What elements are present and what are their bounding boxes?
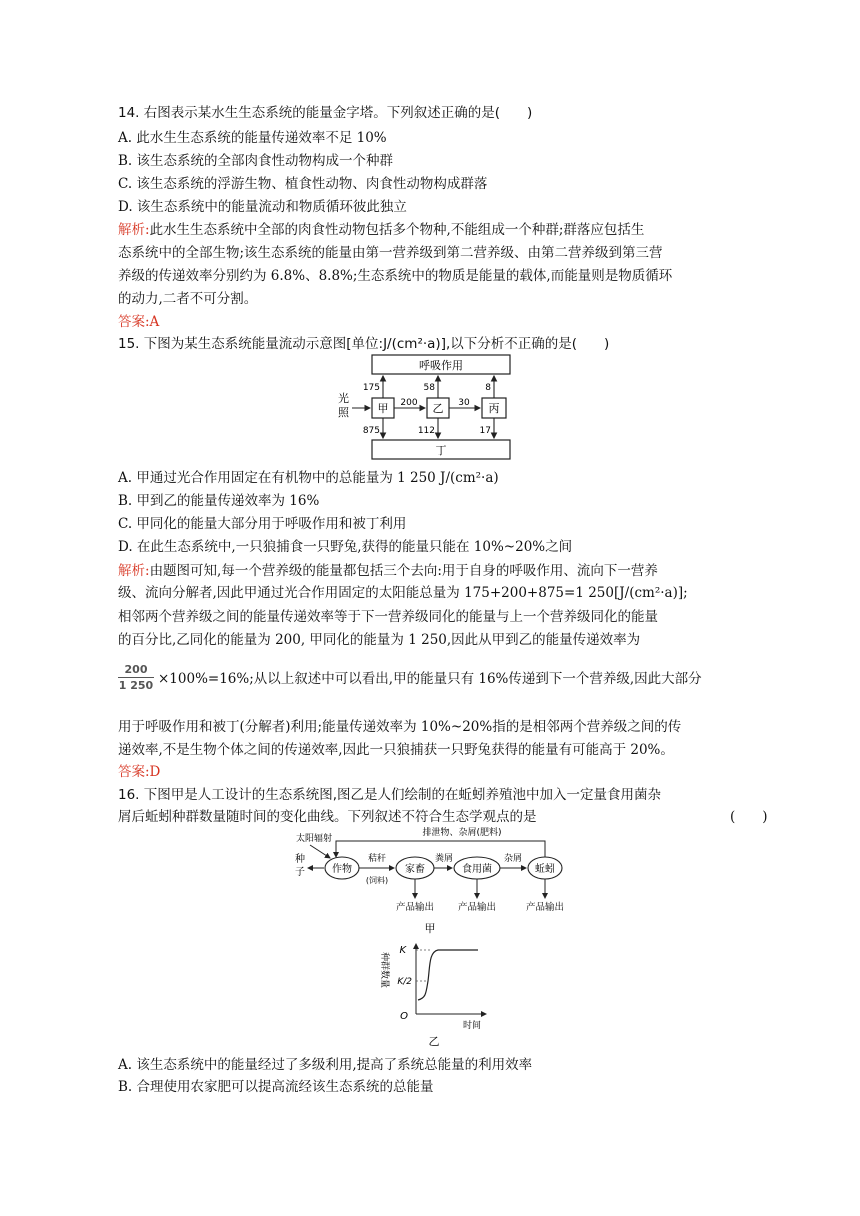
light-label-2: 照 <box>338 406 349 419</box>
diagram-jia-caption: 甲 <box>424 922 436 935</box>
up-value-2: 58 <box>423 383 435 393</box>
q15-analysis-line-6: 递效率,不是生物个体之间的传递效率,因此一只狼捕获一只野兔获得的能量有可能高于 20%。 <box>118 742 674 758</box>
seed-label-1: 种 <box>295 854 305 865</box>
q14-option-c: C. 该生态系统的浮游生物、植食性动物、肉食性动物构成群落 <box>118 176 488 192</box>
analysis-label: 解析: <box>118 563 150 579</box>
analysis-label: 解析: <box>118 222 150 238</box>
q16-stem-line-1: 16. 下图甲是人工设计的生态系统图,图乙是人们绘制的在蚯蚓养殖池中加入一定量食用菌杂 <box>118 787 662 803</box>
down-value-2: 112 <box>417 426 435 436</box>
link-label-manure: 粪屑 <box>434 854 454 864</box>
tick-k: K <box>399 945 406 956</box>
output-label-2: 产品输出 <box>457 902 497 913</box>
q15-analysis-line-1 <box>118 561 658 581</box>
node-crop-label: 作物 <box>332 864 352 875</box>
q16-stem-line-2: 屑后蚯蚓种群数量随时间的变化曲线。下列叙述不符合生态学观点的是 <box>118 809 537 825</box>
q14-option-b: B. 该生态系统的全部肉食性动物构成一个种群 <box>118 153 394 169</box>
q14-analysis-line-2: 态系统中的全部生物;该生态系统的能量由第一营养级到第二营养级、由第二营养级到第三营 <box>118 245 663 261</box>
fraction-200-over-1250 <box>118 663 154 692</box>
q15-analysis-after-fraction: ×100%=16%;从以上叙述中可以看出,甲的能量只有 16%传递到下一个营养级,因此大部分 <box>158 671 702 687</box>
up-value-3: 8 <box>485 383 491 393</box>
light-label-1: 光 <box>338 392 349 405</box>
energy-flow-diagram <box>336 353 526 469</box>
q14-option-a: A. 此水生生态系统的能量传递效率不足 10% <box>118 130 387 146</box>
q15-answer: 答案:D <box>118 764 161 780</box>
q14-answer: 答案:A <box>118 314 160 330</box>
ecosystem-diagram-jia <box>292 824 572 940</box>
q16-answer-bracket: ( ) <box>730 809 768 825</box>
flow-value-1: 200 <box>400 398 418 408</box>
q15-analysis-line-2: 级、流向分解者,因此甲通过光合作用固定的太阳能总量为 175+200+875=1 250[J/(cm²·a)]; <box>118 585 688 601</box>
diagram-yi-caption: 乙 <box>428 1035 440 1048</box>
node-livestock-label: 家畜 <box>405 864 425 875</box>
q16-option-a: A. 该生态系统中的能量经过了多级利用,提高了系统总能量的利用效率 <box>118 1057 533 1073</box>
node-jia-label: 甲 <box>377 402 389 415</box>
node-yi-label: 乙 <box>432 402 444 415</box>
down-value-3: 17 <box>479 426 491 436</box>
q14-analysis-line-4: 的动力,二者不可分割。 <box>118 291 258 307</box>
q15-analysis-line-4: 的百分比,乙同化的能量为 200, 甲同化的能量为 1 250,因此从甲到乙的能量传递效率为 <box>118 632 641 648</box>
flow-value-2: 30 <box>458 398 470 408</box>
link-label-feed: (饲料) <box>365 876 389 885</box>
q15-stem: 15. 下图为某生态系统能量流动示意图[单位:J/(cm²·a)],以下分析不正确的是( ) <box>118 336 610 352</box>
population-curve-yi <box>368 938 498 1054</box>
q16-option-b: B. 合理使用农家肥可以提高流经该生态系统的总能量 <box>118 1079 434 1095</box>
y-axis-label: 种群数量 <box>379 951 389 989</box>
q14-analysis-line-3: 养级的传递效率分别约为 6.8%、8.8%;生态系统中的物质是能量的载体,而能量则是物质循环 <box>118 268 673 284</box>
fraction-numerator: 200 <box>124 663 148 676</box>
fraction-denominator: 1 250 <box>118 679 154 692</box>
respiration-label: 呼吸作用 <box>419 359 463 372</box>
link-label-scraps: 杂屑 <box>503 854 523 864</box>
sun-label: 太阳辐射 <box>296 834 333 844</box>
q15-option-c: C. 甲同化的能量大部分用于呼吸作用和被丁利用 <box>118 516 407 532</box>
s-curve <box>418 950 478 1000</box>
q14-stem: 14. 右图表示某水生生态系统的能量金字塔。下列叙述正确的是( ) <box>118 105 533 121</box>
q14-analysis-text-1: 此水生生态系统中全部的肉食性动物包括多个物种,不能组成一个种群;群落应包括生 <box>149 222 645 238</box>
output-label-1: 产品输出 <box>395 902 435 913</box>
tick-origin: O <box>400 1011 408 1022</box>
node-earthworm-label: 蚯蚓 <box>535 864 555 875</box>
q15-analysis-line-5: 用于呼吸作用和被丁(分解者)利用;能量传递效率为 10%~20%指的是相邻两个营养级之间的传 <box>118 719 682 735</box>
node-bing-label: 丙 <box>488 402 500 415</box>
node-mushroom-label: 食用菌 <box>462 864 492 875</box>
tick-k-half: K/2 <box>397 977 412 987</box>
q15-analysis-text-1: 由题图可知,每一个营养级的能量都包括三个去向:用于自身的呼吸作用、流向下一营养 <box>149 563 658 579</box>
q15-option-b: B. 甲到乙的能量传递效率为 16% <box>118 493 320 509</box>
q14-option-d: D. 该生态系统中的能量流动和物质循环彼此独立 <box>118 199 407 215</box>
output-label-3: 产品输出 <box>525 902 565 913</box>
feedback-label: 排泄物、杂屑(肥料) <box>422 828 502 838</box>
q15-option-d: D. 在此生态系统中,一只狼捕食一只野兔,获得的能量只能在 10%~20%之间 <box>118 539 573 555</box>
down-value-1: 875 <box>362 426 380 436</box>
q15-option-a: A. 甲通过光合作用固定在有机物中的总能量为 1 250 J/(cm²·a) <box>118 470 499 486</box>
link-label-straw: 秸秆 <box>367 854 387 864</box>
decomposer-label: 丁 <box>435 444 447 457</box>
q15-analysis-line-3: 相邻两个营养级之间的能量传递效率等于下一营养级同化的能量与上一个营养级同化的能量 <box>118 609 658 625</box>
q14-analysis-line-1 <box>118 220 644 240</box>
x-axis-label: 时间 <box>462 1021 482 1031</box>
seed-label-2: 子 <box>295 867 305 878</box>
up-value-1: 175 <box>362 383 380 393</box>
